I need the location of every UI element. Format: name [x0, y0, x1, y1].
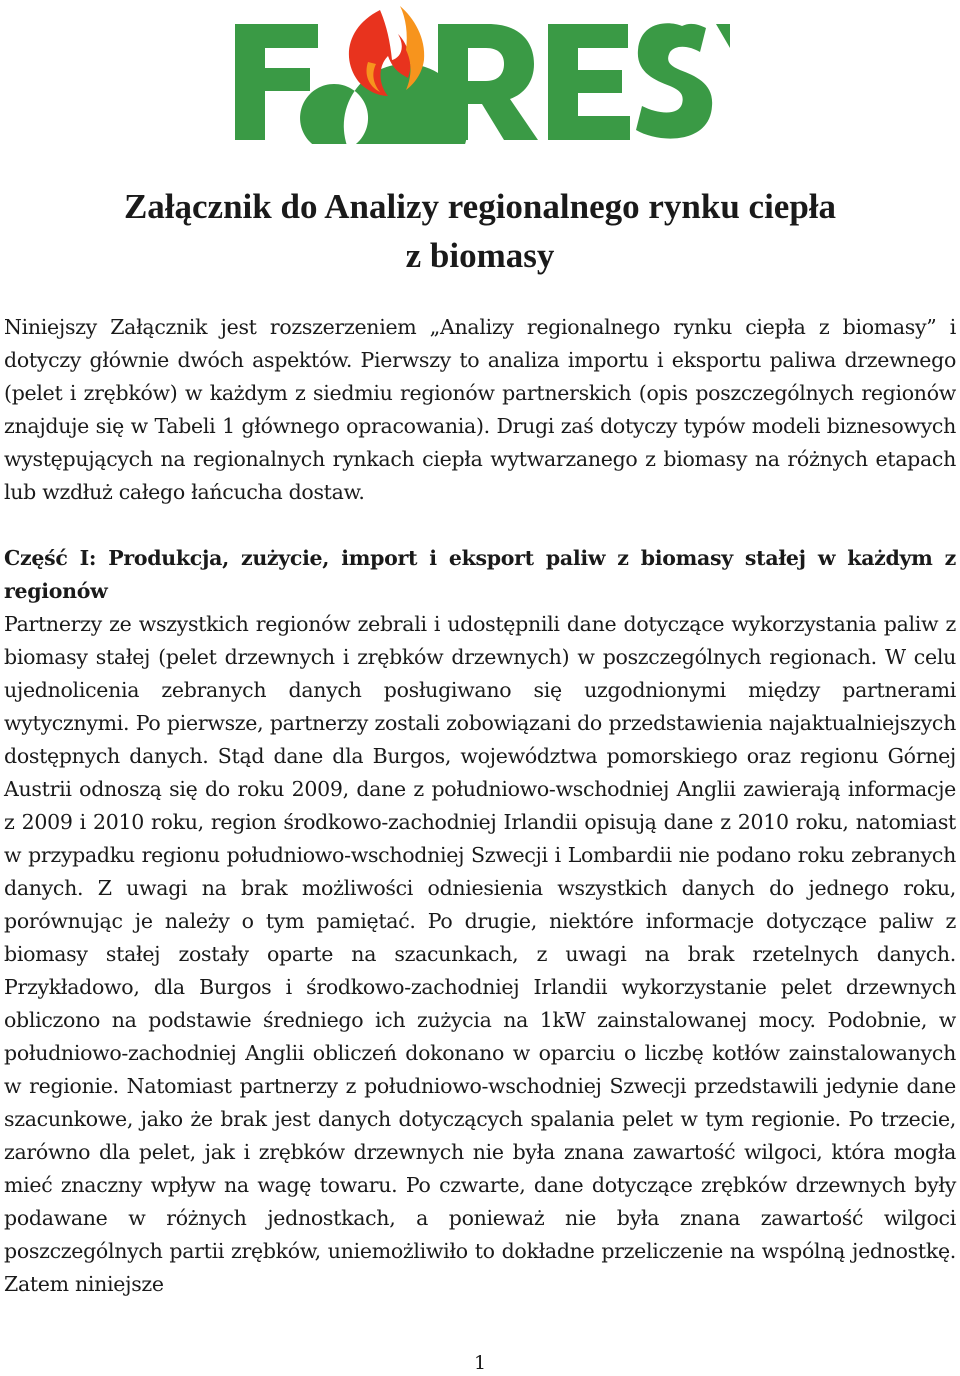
forest-logo	[230, 4, 730, 144]
document-title	[0, 182, 960, 280]
logo-letter-t	[716, 24, 730, 48]
document-title-line-1: Załącznik do Analizy regionalnego rynku ciepła	[123, 187, 837, 226]
page-number: 1	[473, 1352, 487, 1374]
section-heading: Część I: Produkcja, zużycie, import i eksport paliw z biomasy stałej w każdym z regionów	[4, 546, 956, 603]
logo-letter-s	[636, 23, 712, 138]
document-title-line-2: z biomasy	[405, 236, 555, 275]
logo-letter-e	[548, 24, 630, 140]
intro-paragraph: Niniejszy Załącznik jest rozszerzeniem „Analizy regionalnego rynku ciepła z biomasy” i dotyczy głównie dwóch aspektów. Pierwszy to analiza importu i eksportu paliwa drzewnego (pelet i zrębków) w każdym z siedmiu regionów partnerskich (opis poszczególnych regionów znajduje się w Tabeli 1 głównego opracowania). Drugi zaś dotyczy typów modeli biznesowych występujących na regionalnych rynkach ciepła wytwarzanego z biomasy na różnych etapach lub wzdłuż całego łańcucha dostaw.	[4, 315, 956, 504]
section-body-paragraph: Partnerzy ze wszystkich regionów zebrali i udostępnili dane dotyczące wykorzystania paliw z biomasy stałej (pelet drzewnych i zrębków drzewnych) w poszczególnych regionach. W celu ujednolicenia zebranych danych posługiwano się uzgodnionymi między partnerami wytycznymi. Po pierwsze, partnerzy zostali zobowiązani do przedstawienia najaktualniejszych dostępnych danych. Stąd dane dla Burgos, województwa pomorskiego oraz regionu Górnej Austrii odnoszą się do roku 2009, dane z południowo-wschodniej Anglii zawierają informacje z 2009 i 2010 roku, region środkowo-zachodniej Irlandii opisują dane z 2010 roku, natomiast w przypadku regionu południowo-wschodniej Szwecji i Lombardii nie podano roku zebranych danych. Z uwagi na brak możliwości odniesienia wszystkich danych do jednego roku, porównując je należy o tym pamiętać. Po drugie, niektóre informacje dotyczące paliw z biomasy stałej zostały oparte na szacunkach, z uwagi na brak rzetelnych danych. Przykładowo, dla Burgos i środkowo-zachodniej Irlandii wykorzystanie pelet drzewnych obliczono na podstawie średniego ich zużycia na 1kW zainstalowanej mocy. Podobnie, w południowo-zachodniej Anglii obliczeń dokonano w oparciu o liczbę kotłów zainstalowanych w regionie. Natomiast partnerzy z południowo-wschodniej Szwecji przedstawili jedynie dane szacunkowe, jako że brak jest danych dotyczących spalania pelet w tym regionie. Po trzecie, zarówno dla pelet, jak i zrębków drzewnych nie była znana zawartość wilgoci, która mogła mieć znaczny wpływ na wagę towaru. Po czwarte, dane dotyczące zrębków drzewnych były podawane w różnych jednostkach, a ponieważ nie była znana zawartość wilgoci poszczególnych partii zrębków, uniemożliwiło to dokładne przeliczenie na wspólną jednostkę. Zatem niniejsze	[4, 612, 956, 1296]
logo-letter-r	[438, 24, 538, 140]
